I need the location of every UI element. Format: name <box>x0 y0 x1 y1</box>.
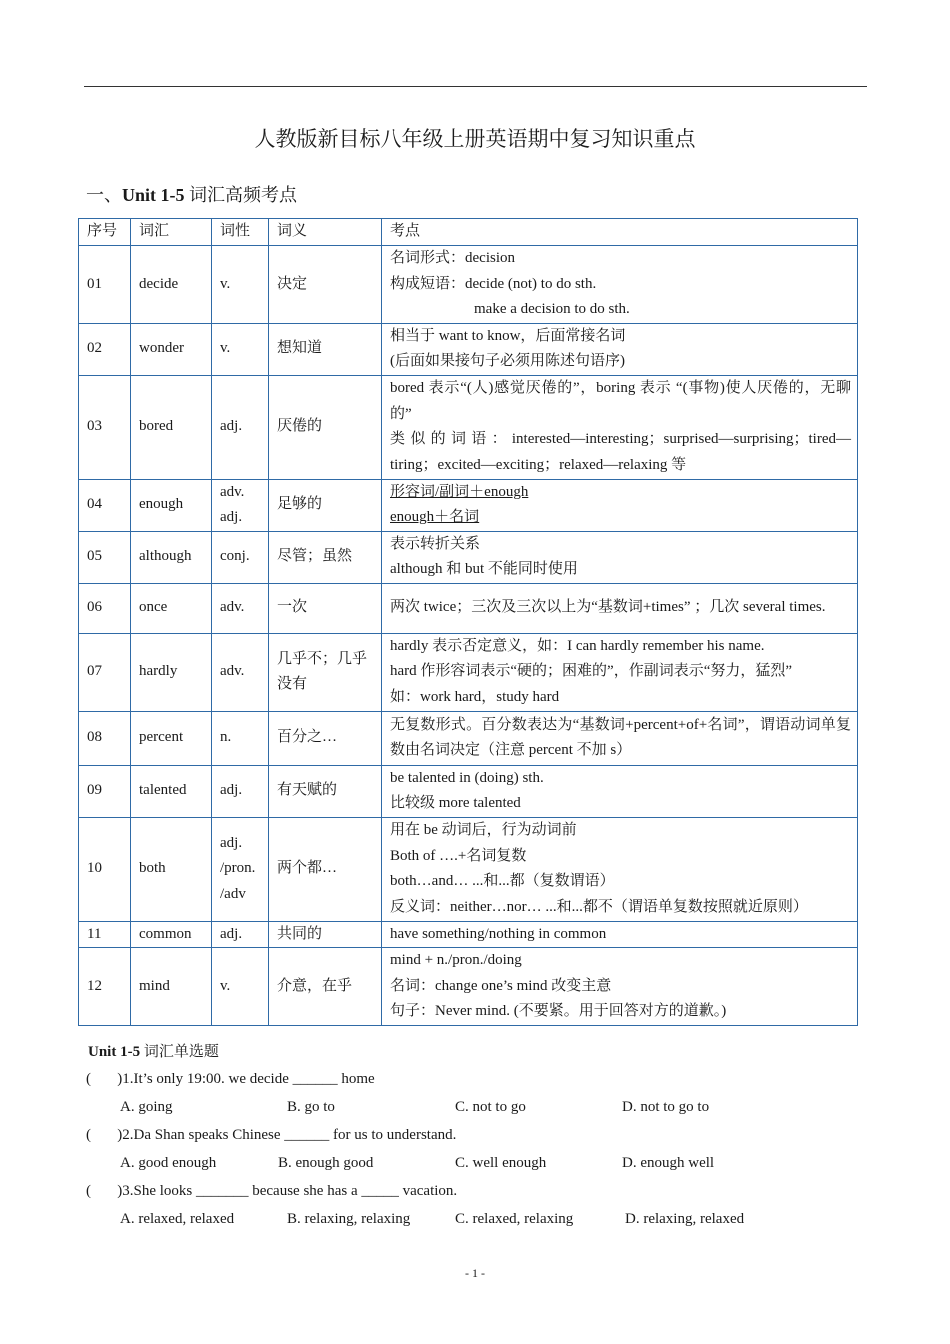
point-line: 无复数形式。百分数表达为“基数词+percent+of+名词”，谓语动词单复数由名词决定（注意 percent 不加 s） <box>390 716 851 758</box>
point-line: 名词形式：decision <box>390 250 515 266</box>
point-line: be talented in (doing) sth. <box>390 769 544 786</box>
row-number: 06 <box>79 583 131 633</box>
row-points <box>382 817 858 921</box>
quiz-heading <box>88 1040 219 1061</box>
page-number: - 1 - <box>465 1266 485 1280</box>
row-meaning: 百分之… <box>269 711 382 765</box>
table-row <box>79 531 858 583</box>
row-meaning: 有天赋的 <box>269 765 382 817</box>
row-word: enough <box>131 479 212 531</box>
row-meaning: 想知道 <box>269 323 382 375</box>
row-number: 08 <box>79 711 131 765</box>
option-b: B. relaxing, relaxing <box>287 1211 411 1227</box>
pos-line: /pron. <box>220 860 256 877</box>
point-line: 构成短语：decide (not) to do sth. <box>390 275 597 292</box>
row-number: 11 <box>79 921 131 948</box>
table-row <box>79 633 858 711</box>
row-number: 10 <box>79 817 131 921</box>
row-meaning: 尽管；虽然 <box>269 531 382 583</box>
point-line: 相当于 want to know，后面常接名词 <box>390 327 626 344</box>
row-number: 12 <box>79 948 131 1026</box>
row-pos: v. <box>212 948 269 1026</box>
point-line: 用在 be 动词后，行为动词前 <box>390 822 577 838</box>
pos-line: adj. <box>220 834 243 851</box>
row-number: 04 <box>79 479 131 531</box>
row-word: decide <box>131 246 212 324</box>
table-row <box>79 246 858 324</box>
row-points <box>382 765 858 817</box>
option-b: B. enough good <box>278 1155 374 1171</box>
row-points <box>382 323 858 375</box>
row-meaning: 决定 <box>269 246 382 324</box>
point-line <box>390 505 851 531</box>
point-line: 如：work hard，study hard <box>390 688 560 705</box>
pos-line: /adv <box>220 885 246 902</box>
row-pos: adv. <box>212 633 269 711</box>
option-a: A. relaxed, relaxed <box>120 1211 235 1227</box>
option-c: C. relaxed, relaxing <box>455 1211 574 1227</box>
row-points <box>382 531 858 583</box>
row-pos: conj. <box>212 531 269 583</box>
option-d: D. enough well <box>622 1155 715 1171</box>
pos-line: adv. <box>220 483 245 500</box>
point-line: both…and… ...和...都（复数谓语） <box>390 873 615 889</box>
row-points <box>382 948 858 1026</box>
section-unit: Unit 1-5 <box>122 185 185 205</box>
underlined-point: enough＋名词 <box>390 509 480 525</box>
row-meaning: 一次 <box>269 583 382 633</box>
point-line: 名词：change one’s mind 改变主意 <box>390 977 612 994</box>
row-meaning: 足够的 <box>269 479 382 531</box>
pos-line: adj. <box>220 509 243 525</box>
row-word: both <box>131 817 212 921</box>
row-points <box>382 711 858 765</box>
point-line <box>390 480 851 506</box>
row-number: 05 <box>79 531 131 583</box>
row-word: mind <box>131 948 212 1026</box>
point-line: although 和 but 不能同时使用 <box>390 561 578 577</box>
row-pos: v. <box>212 246 269 324</box>
point-line: bored 表示“(人)感觉厌倦的”，boring 表示 “(事物)使人厌倦的，无聊的” <box>390 380 851 422</box>
option-c: C. well enough <box>455 1155 547 1171</box>
row-number: 02 <box>79 323 131 375</box>
point-line: 句子：Never mind. (不要紧。用于回答对方的道歉。) <box>390 1003 727 1019</box>
table-row <box>79 948 858 1026</box>
row-points <box>382 246 858 324</box>
option-a: A. going <box>120 1099 173 1115</box>
row-meaning: 几乎不；几乎没有 <box>269 633 382 711</box>
document-title: 人教版新目标八年级上册英语期中复习知识重点 <box>254 127 696 151</box>
question-stem: ( )1.It’s only 19:00. we decide ______ home <box>86 1071 375 1087</box>
row-pos: v. <box>212 323 269 375</box>
row-word: once <box>131 583 212 633</box>
vocabulary-table <box>78 218 858 1026</box>
row-pos: adv. <box>212 583 269 633</box>
table-row <box>79 711 858 765</box>
row-pos: adj. <box>212 765 269 817</box>
row-number: 01 <box>79 246 131 324</box>
section-prefix: 一、 <box>86 185 122 205</box>
option-c: C. not to go <box>455 1099 526 1115</box>
question-stem: ( )3.She looks _______ because she has a _____ vacation. <box>86 1183 458 1199</box>
header-word: 词汇 <box>131 219 212 246</box>
header-rule <box>84 86 867 87</box>
point-line: 类似的词语：interested—interesting；surprised—surprising；tired—tiring；excited—exciting；relaxed—relaxing 等 <box>390 431 851 473</box>
row-pos: n. <box>212 711 269 765</box>
header-pos: 词性 <box>212 219 269 246</box>
table-row <box>79 817 858 921</box>
point-line: hard 作形容词表示“硬的；困难的”，作副词表示“努力，猛烈” <box>390 663 793 680</box>
point-line: mind + n./pron./doing <box>390 952 522 968</box>
option-d: D. relaxing, relaxed <box>625 1211 745 1227</box>
point-line: 表示转折关系 <box>390 535 481 552</box>
header-no: 序号 <box>79 219 131 246</box>
row-word: percent <box>131 711 212 765</box>
table-row <box>79 765 858 817</box>
row-meaning: 介意，在乎 <box>269 948 382 1026</box>
row-points <box>382 583 858 633</box>
point-line: 反义词：neither…nor… ...和...都不（谓语单复数按照就近原则） <box>390 898 808 915</box>
section-heading <box>86 181 297 207</box>
table-header-row <box>79 219 858 246</box>
row-points <box>382 479 858 531</box>
point-line: Both of ….+名词复数 <box>390 847 527 864</box>
row-word: wonder <box>131 323 212 375</box>
row-number: 03 <box>79 375 131 479</box>
option-d: D. not to go to <box>622 1099 710 1115</box>
quiz-unit: Unit 1-5 <box>88 1044 141 1060</box>
option-a: A. good enough <box>120 1155 217 1171</box>
row-pos <box>212 479 269 531</box>
row-word: although <box>131 531 212 583</box>
row-points <box>382 375 858 479</box>
row-pos: adj. <box>212 375 269 479</box>
header-meaning: 词义 <box>269 219 382 246</box>
table-row <box>79 921 858 948</box>
table-row <box>79 583 858 633</box>
section-label: 词汇高频考点 <box>184 185 297 205</box>
row-number: 09 <box>79 765 131 817</box>
row-word: bored <box>131 375 212 479</box>
row-points <box>382 633 858 711</box>
row-points <box>382 921 858 948</box>
row-meaning: 共同的 <box>269 921 382 948</box>
point-line: make a decision to do sth. <box>474 301 630 317</box>
header-points: 考点 <box>382 219 858 246</box>
row-number: 07 <box>79 633 131 711</box>
question-stem: ( )2.Da Shan speaks Chinese ______ for us to understand. <box>86 1127 457 1143</box>
row-word: hardly <box>131 633 212 711</box>
row-word: common <box>131 921 212 948</box>
row-meaning: 两个都… <box>269 817 382 921</box>
table-row <box>79 375 858 479</box>
row-word: talented <box>131 765 212 817</box>
point-line: hardly 表示否定意义，如：I can hardly remember his name. <box>390 637 765 654</box>
table-row <box>79 479 858 531</box>
row-pos: adj. <box>212 921 269 948</box>
point-line: 比较级 more talented <box>390 795 521 811</box>
point-line: (后面如果接句子必须用陈述句语序) <box>390 353 625 369</box>
point-line: 两次 twice；三次及三次以上为“基数词+times” ；几次 several times. <box>390 599 826 616</box>
option-b: B. go to <box>287 1099 335 1115</box>
quiz-label: 词汇单选题 <box>140 1044 219 1060</box>
row-meaning: 厌倦的 <box>269 375 382 479</box>
point-line: have something/nothing in common <box>390 925 607 942</box>
table-row <box>79 323 858 375</box>
underlined-point: 形容词/副词＋enough <box>390 483 529 500</box>
row-pos <box>212 817 269 921</box>
